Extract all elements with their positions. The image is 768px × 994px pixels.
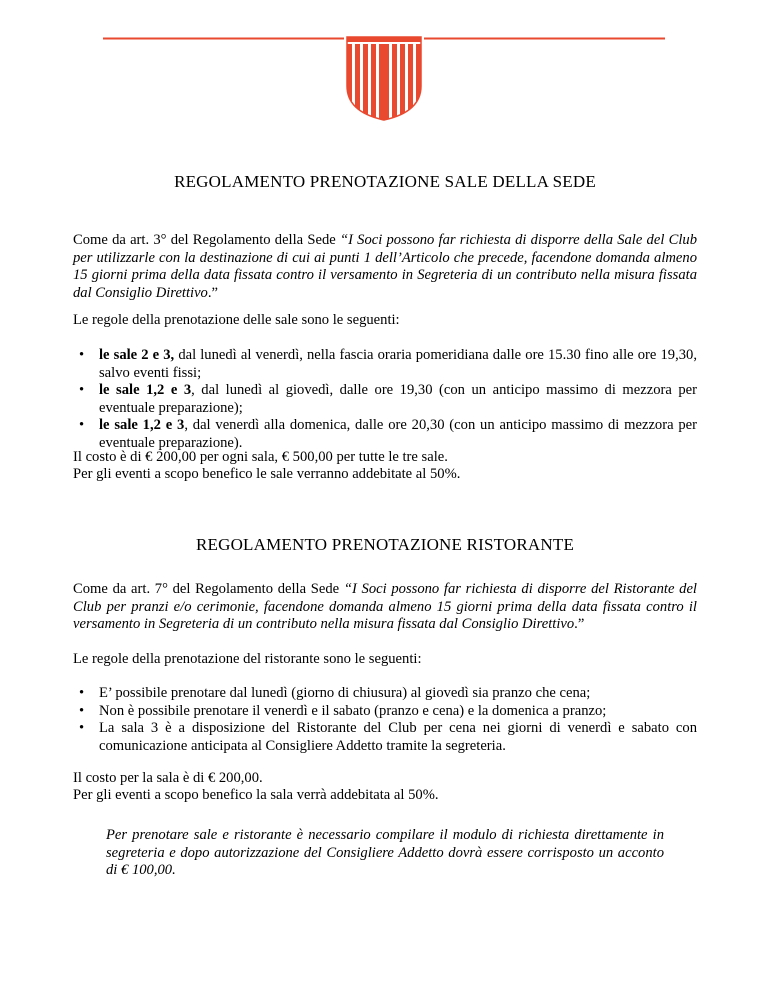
rule-text: La sala 3 è a disposizione del Ristorante del Club per cena nei giorni di venerdì e sabato con comunicazione anticipata al Consigliere Addetto tramite la segreteria. xyxy=(99,720,697,754)
intro-prefix: Come da art. 7° del Regolamento della Sede xyxy=(73,581,344,597)
section-intro-ristorante xyxy=(73,581,697,634)
section-title-ristorante: REGOLAMENTO PRENOTAZIONE RISTORANTE xyxy=(195,535,575,554)
intro-quote: “I Soci possono far richiesta di disporre della Sale del Club per utilizzarle con la destinazione di cui ai punti 1 dell’Articolo che precede, facendone domanda almeno 15 giorni prima della data fissata contro il versamento in Segreteria di un contributo nella misura fissata dal Consiglio Direttivo xyxy=(73,232,697,301)
rule-text: Non è possibile prenotare il venerdì e il sabato (pranzo e cena) e la domenica a pranzo; xyxy=(99,702,607,719)
bullet-icon: • xyxy=(79,417,85,433)
rules-intro-sale: Le regole della prenotazione delle sale sono le seguenti: xyxy=(73,312,400,328)
rule-bold: le sale 2 e 3, xyxy=(99,347,175,363)
bullet-icon: • xyxy=(79,702,85,719)
section-title-sale: REGOLAMENTO PRENOTAZIONE SALE DELLA SEDE xyxy=(174,172,596,191)
rules-list-sale xyxy=(73,347,697,452)
rules-intro-ristorante: Le regole della prenotazione del ristorante sono le seguenti: xyxy=(73,651,422,667)
list-item xyxy=(73,703,697,721)
rule-text: , dal lunedì al giovedì, dalle ore 19,30 (con un anticipo massimo di mezzora per eventuale preparazione); xyxy=(99,382,697,416)
club-logo xyxy=(0,34,768,122)
rule-bold: le sale 1,2 e 3 xyxy=(99,382,192,398)
booking-note: Per prenotare sale e ristorante è necessario compilare il modulo di richiesta direttamente in segreteria e dopo autorizzazione del Consigliere Addetto dovrà essere corrisposto un acconto di € 100,00. xyxy=(106,827,664,878)
intro-prefix: Come da art. 3° del Regolamento della Sede xyxy=(73,232,340,248)
charity-line-sale: Per gli eventi a scopo benefico le sale verranno addebitate al 50%. xyxy=(73,466,461,482)
rule-bold: le sale 1,2 e 3 xyxy=(99,417,185,433)
bullet-icon: • xyxy=(79,347,85,363)
list-item xyxy=(73,347,697,382)
bullet-icon: • xyxy=(79,685,85,701)
section-intro-sale xyxy=(73,232,697,302)
intro-quote: “I Soci possono far richiesta di disporre del Ristorante del Club per pranzi e/o cerimonie, facendone domanda almeno 15 giorni prima della data fissata contro il versamento in Segreteria di un contributo nella misura fissata dal Consiglio Direttivo xyxy=(73,581,697,632)
list-item xyxy=(73,720,697,755)
charity-line-ristorante: Per gli eventi a scopo benefico la sala verrà addebitata al 50%. xyxy=(73,787,439,803)
rule-text: , dal venerdì alla domenica, dalle ore 20,30 (con un anticipo massimo di mezzora per eventuale preparazione). xyxy=(99,417,698,451)
list-item xyxy=(73,685,697,703)
cost-line-ristorante: Il costo per la sala è di € 200,00. xyxy=(73,770,263,786)
rule-text: dal lunedì al venerdì, nella fascia oraria pomeridiana dalle ore 15.30 fino alle ore 19,30, salvo eventi fissi; xyxy=(99,347,697,381)
bullet-icon: • xyxy=(79,720,85,736)
intro-suffix: .” xyxy=(574,616,585,632)
list-item xyxy=(73,417,697,452)
crest-icon xyxy=(0,34,768,122)
list-item xyxy=(73,382,697,417)
cost-line-sale: Il costo è di € 200,00 per ogni sala, € 500,00 per tutte le tre sale. xyxy=(73,449,448,465)
intro-suffix: .” xyxy=(207,284,218,301)
rule-text: E’ possibile prenotare dal lunedì (giorno di chiusura) al giovedì sia pranzo che cena; xyxy=(99,685,591,701)
rules-list-ristorante xyxy=(73,685,697,755)
bullet-icon: • xyxy=(79,382,85,398)
